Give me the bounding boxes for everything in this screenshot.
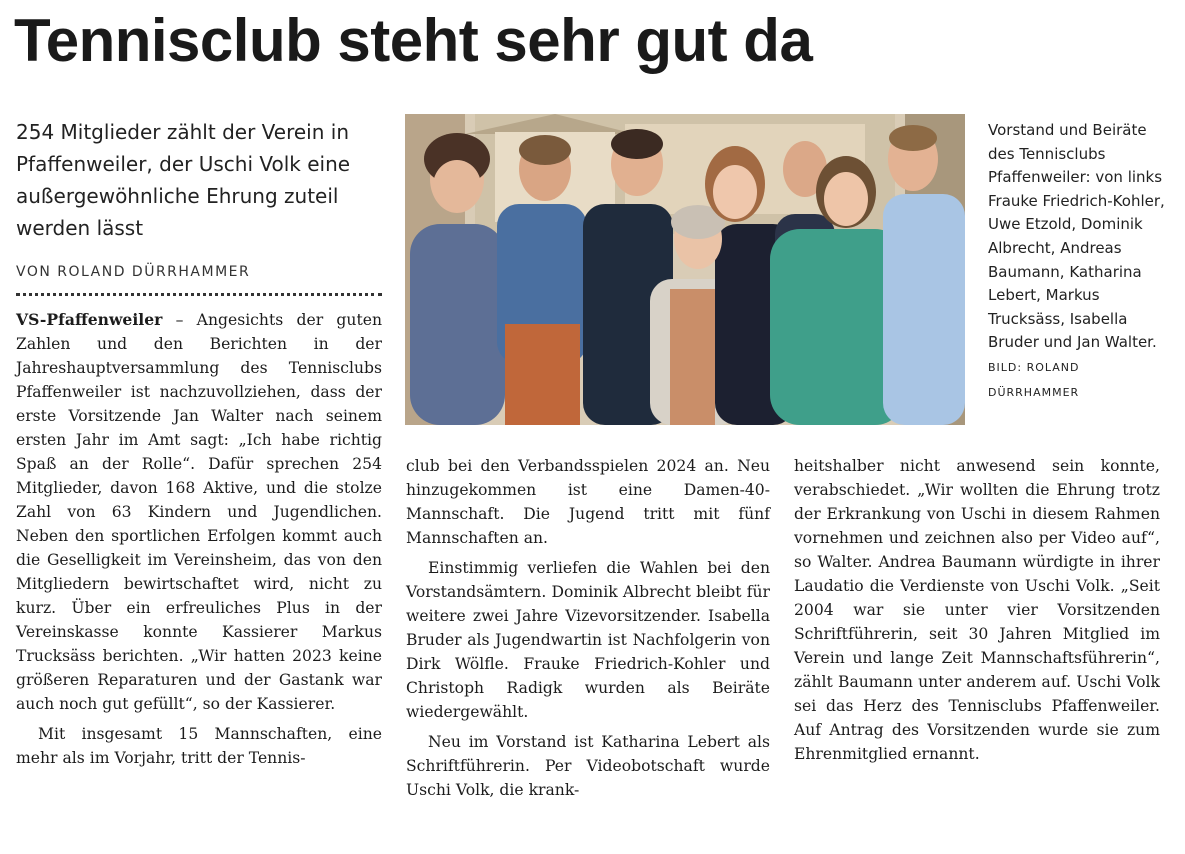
article-lead: 254 Mitglieder zählt der Verein in Pfaffenweiler, der Uschi Volk eine außergewöhnliche Ehrung zuteil werden lässt — [16, 120, 351, 240]
group-photo — [405, 114, 965, 425]
article-paragraph: Einstimmig verliefen die Wahlen bei den Vorstandsämtern. Dominik Albrecht bleibt für weitere zwei Jahre Vizevorsitzender. Isabella Bruder als Jugendwartin ist Nachfolgerin von Dirk Wölfle. Frauke Friedrich-Kohler und Christoph Radigk wurden als Beiräte wiedergewählt. — [406, 559, 770, 721]
article-column-1 — [16, 308, 382, 770]
article-column-2 — [406, 454, 770, 802]
group-photo-image — [405, 114, 965, 425]
photo-credit: BILD: ROLAND DÜRRHAMMER — [988, 360, 1080, 399]
caption-text: Vorstand und Beiräte des Tennisclubs Pfaffenweiler: von links Frauke Friedrich-Kohler, Uwe Etzold, Dominik Albrecht, Andreas Baumann, Katharina Lebert, Markus Trucksäss, Isabella Bruder und Jan Walter. — [988, 121, 1165, 352]
article-column-3 — [794, 454, 1160, 766]
paragraph-text: – Angesichts der guten Zahlen und den Berichten in der Jahreshauptversammlung des Tennisclubs Pfaffenweiler ist nachzuvollziehen, dass der erste Vorsitzende Jan Walter nach seinem ersten Jahr im Amt sagt: „Ich habe richtig Spaß an der Rolle“. Dafür sprechen 254 Mitglieder, davon 168 Aktive, und die stolze Zahl von 63 Kindern und Jugendlichen. Neben den sportlichen Erfolgen kommt auch die Geselligkeit im Vereinsheim, das von den Mitgliedern bewirtschaftet wird, nicht zu kurz. Über ein erfreuliches Plus in der Vereinskasse konnte Kassierer Markus Trucksäss berichten. „Wir hatten 2023 keine größeren Reparaturen und der Gastank war auch noch gut gefüllt“, so der Kassierer. — [16, 311, 382, 713]
dateline: VS-Pfaffenweiler — [16, 310, 163, 329]
article-paragraph: heitshalber nicht anwesend sein konnte, verabschiedet. „Wir wollten die Ehrung trotz der Erkrankung von Uschi in diesem Rahmen vornehmen und zeichnen also per Video auf“, so Walter. Andrea Baumann würdigte in ihrer Laudatio die Verdienste von Uschi Volk. „Seit 2004 war sie unter vier Vorsitzenden Schriftführerin, seit 30 Jahren Mitglied im Verein und lange Zeit Mannschaftsführerin“, zählt Baumann unter anderem auf. Uschi Volk sei das Herz des Tennisclubs Pfaffenweiler. Auf Antrag des Vorsitzenden wurde sie zum Ehrenmitglied ernannt. — [794, 457, 1160, 763]
photo-caption — [988, 119, 1172, 404]
byline-divider — [16, 293, 382, 296]
article-headline: Tennisclub steht sehr gut da — [14, 7, 813, 74]
article-byline: VON ROLAND DÜRRHAMMER — [16, 264, 251, 280]
article-paragraph — [16, 308, 382, 716]
article-paragraph: Mit insgesamt 15 Mannschaften, eine mehr als im Vorjahr, tritt der Tennis- — [16, 725, 382, 767]
article-paragraph: club bei den Verbandsspielen 2024 an. Neu hinzugekommen ist eine Damen-40-Mannschaft. Die Jugend tritt mit fünf Mannschaften an. — [406, 457, 770, 547]
article-paragraph: Neu im Vorstand ist Katharina Lebert als Schriftführerin. Per Videobotschaft wurde Uschi Volk, die krank- — [406, 733, 770, 799]
